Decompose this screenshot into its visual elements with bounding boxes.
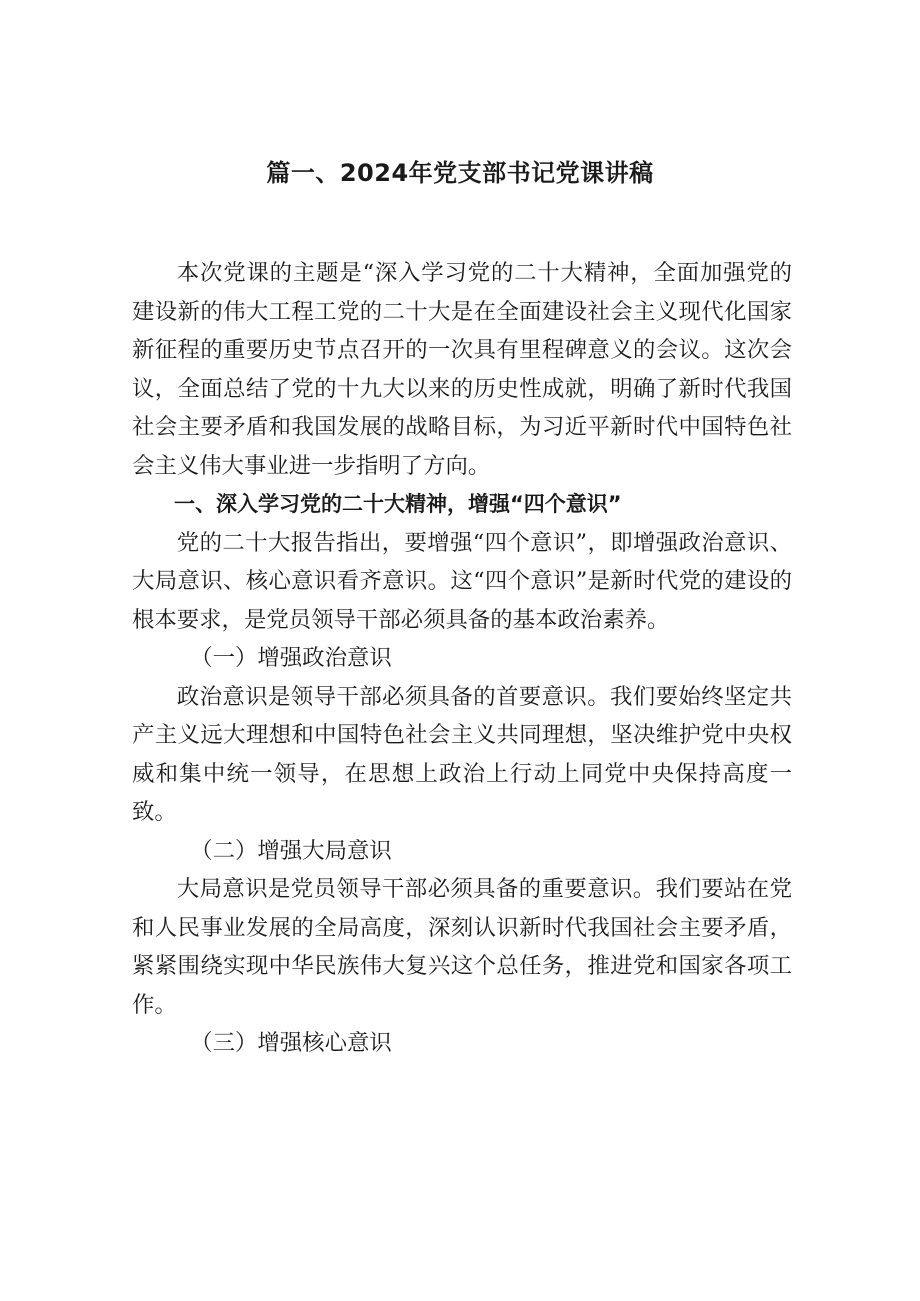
subsection-1-paragraph: 政治意识是领导干部必须具备的首要意识。我们要始终坚定共产主义远大理想和中国特色社会主义共同理想，坚决维护党中央权威和集中统一领导，在思想上政治上行动上同党中央保持高度一致。 xyxy=(132,683,792,825)
subsection-heading-2: （二）增强大局意识 xyxy=(190,837,392,864)
subsection-heading-1: （一）增强政治意识 xyxy=(190,645,392,671)
subsection-heading-3: （三）增强核心意识 xyxy=(190,1030,392,1056)
subsection-2-paragraph: 大局意识是党员领导干部必须具备的重要意识。我们要站在党和人民事业发展的全局高度，深刻认识新时代我国社会主要矛盾，紧紧围绕实现中华民族伟大复兴这个总任务，推进党和国家各项工作。 xyxy=(132,876,792,1018)
document-title: 篇一、2024年党支部书记党课讲稿 xyxy=(266,159,654,187)
section-heading-1: 一、深入学习党的二十大精神，增强“四个意识” xyxy=(174,492,622,516)
section-1-paragraph: 党的二十大报告指出，要增强“四个意识”，即增强政治意识、大局意识、核心意识看齐意识。这“四个意识”是新时代党的建设的根本要求，是党员领导干部必须具备的基本政治素养。 xyxy=(132,529,792,633)
intro-paragraph: 本次党课的主题是“深入学习党的二十大精神，全面加强党的建设新的伟大工程工党的二十大是在全面建设社会主义现代化国家新征程的重要历史节点召开的一次具有里程碑意义的会议。这次会议，全面总结了党的十九大以来的历史性成就，明确了新时代我国社会主要矛盾和我国发展的战略目标，为习近平新时代中国特色社会主义伟大事业进一步指明了方向。 xyxy=(132,260,792,479)
document-body xyxy=(132,254,792,1063)
